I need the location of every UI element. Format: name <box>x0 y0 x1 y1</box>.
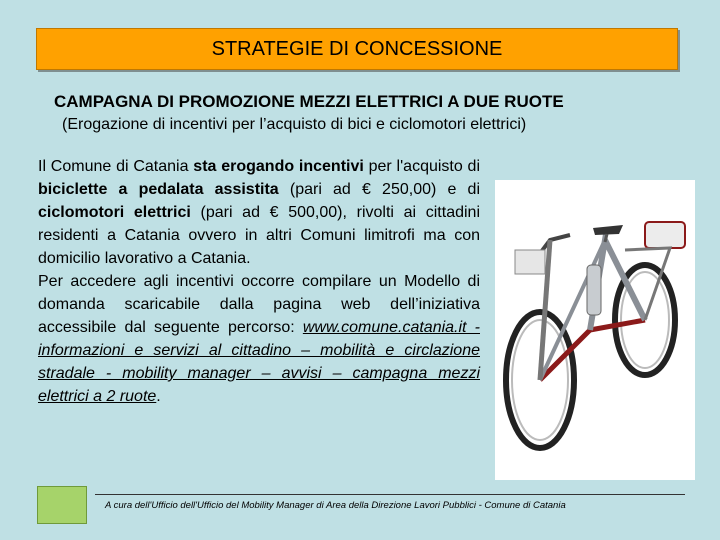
text-segment: Per accedere agli incentivi occorre compilare un Modello di domanda scaricabile dalla pagina web dell’iniziativa accessibile dal seguente percorso: <box>38 273 480 336</box>
text-bold: sta erogando incentivi <box>193 158 364 175</box>
text-bold: biciclette a pedalata assistita <box>38 181 279 198</box>
text-bold: ciclomotori elettrici <box>38 204 191 221</box>
subtitle: CAMPAGNA DI PROMOZIONE MEZZI ELETTRICI A DUE RUOTE <box>54 92 564 111</box>
text-segment: Il Comune di Catania <box>38 158 194 175</box>
title-bar <box>36 28 678 70</box>
footer-credit: A cura dell'Ufficio dell'Ufficio del Mobility Manager di Area della Direzione Lavori Pubblici - Comune di Catania <box>105 500 566 511</box>
footer-divider <box>95 494 685 495</box>
page-title: STRATEGIE DI CONCESSIONE <box>211 37 503 60</box>
text-segment: (pari ad € 250,00) e di <box>278 181 480 198</box>
bike-icon <box>495 180 695 480</box>
subtitle-note: (Erogazione di incentivi per l’acquisto di bici e ciclomotori elettrici) <box>62 116 527 133</box>
text-segment: (pari ad € 500,00), rivolti ai cittadini residenti a Catania ovvero in altri Comuni limitrofi ma con domicilio lavorativo a Catania. <box>38 204 480 267</box>
text-segment: . <box>156 388 161 405</box>
municipality-logo <box>37 486 87 524</box>
website-path-link[interactable]: www.comune.catania.it - informazioni e servizi al cittadino – mobilità e circlazione stradale - mobility manager – avvisi – campagna mezzi elettrici a 2 ruote <box>38 319 480 405</box>
body-text <box>38 155 480 408</box>
electric-bike-image <box>495 180 695 480</box>
text-segment: per l'acquisto di <box>363 158 481 175</box>
